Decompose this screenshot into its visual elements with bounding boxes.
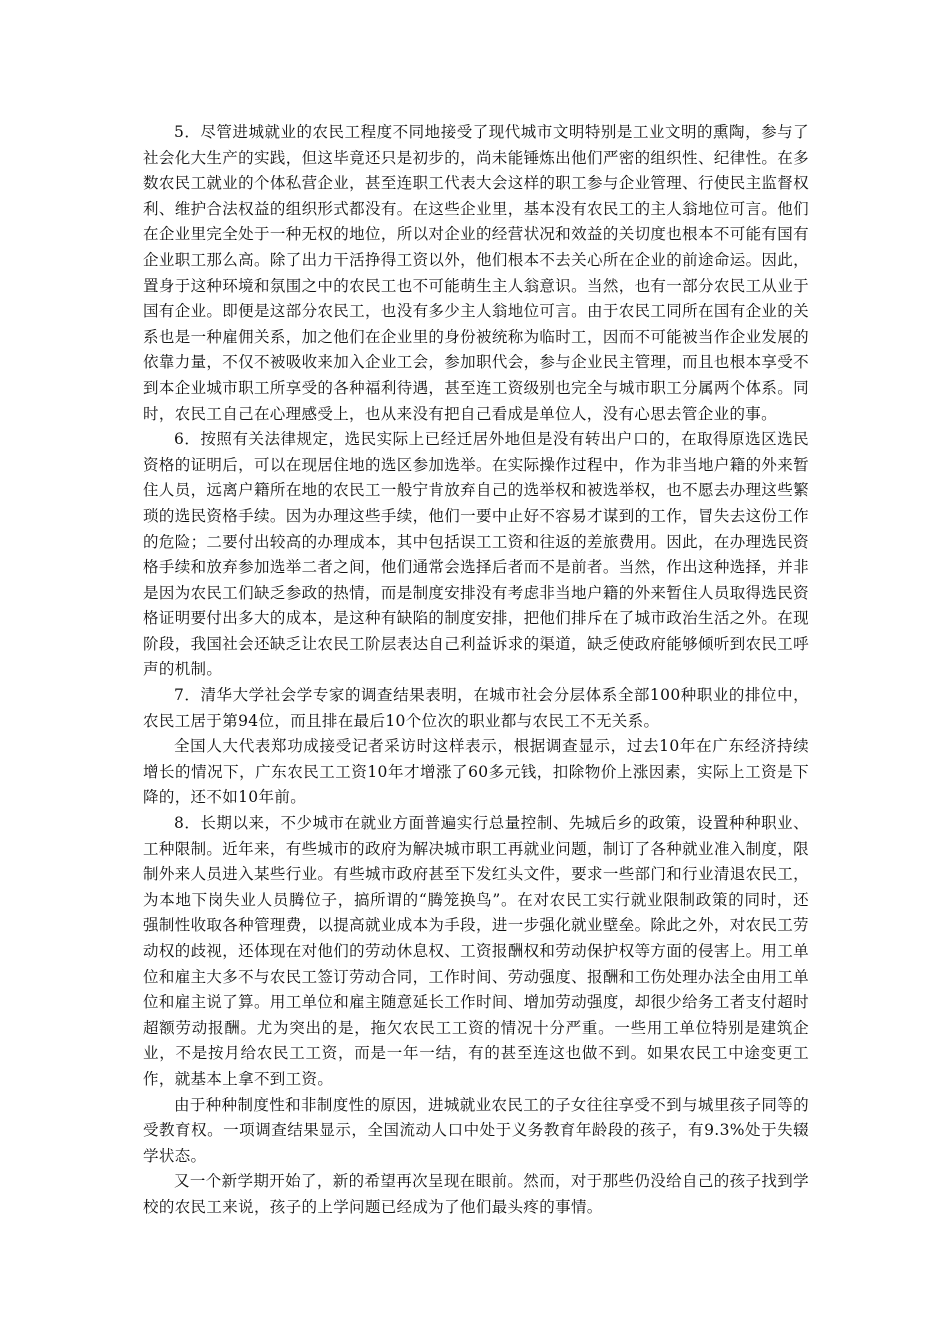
paragraph-new-semester: 又一个新学期开始了，新的希望再次呈现在眼前。然而，对于那些仍没给自己的孩子找到学校的农民工来说，孩子的上学问题已经成为了他们最头疼的事情。 [143,1172,809,1216]
paragraph-8: 8．长期以来，不少城市在就业方面普遍实行总量控制、先城后乡的政策，设置种种职业、工种限制。近年来，有些城市的政府为解决城市职工再就业问题，制订了各种就业准入制度，限制外来人员进入某些行业。有些城市政府甚至下发红头文件，要求一些部门和行业清退农民工，为本地下岗失业人员腾位子，搞所谓的“腾笼换鸟”。在对农民工实行就业限制政策的同时，还强制性收取各种管理费，以提高就业成本为手段，进一步强化就业壁垒。除此之外，对农民工劳动权的歧视，还体现在对他们的劳动休息权、工资报酬权和劳动保护权等方面的侵害上。用工单位和雇主大多不与农民工签订劳动合同，工作时间、劳动强度、报酬和工伤处理办法全由用工单位和雇主说了算。用工单位和雇主随意延长工作时间、增加劳动强度，却很少给务工者支付超时超额劳动报酬。尤为突出的是，拖欠农民工工资的情况十分严重。一些用工单位特别是建筑企业，不是按月给农民工工资，而是一年一结，有的甚至连这也做不到。如果农民工中途变更工作，就基本上拿不到工资。 [143,814,809,1088]
paragraph-5: 5．尽管进城就业的农民工程度不同地接受了现代城市文明特别是工业文明的熏陶，参与了社会化大生产的实践，但这毕竟还只是初步的，尚未能锤炼出他们严密的组织性、纪律性。在多数农民工就业的个体私营企业，甚至连职工代表大会这样的职工参与企业管理、行使民主监督权利、维护合法权益的组织形式都没有。在这些企业里，基本没有农民工的主人翁地位可言。他们在企业里完全处于一种无权的地位，所以对企业的经营状况和效益的关切度也根本不可能有国有企业职工那么高。除了出力干活挣得工资以外，他们根本不去关心所在企业的前途命运。因此，置身于这种环境和氛围之中的农民工也不可能萌生主人翁意识。当然，也有一部分农民工从业于国有企业。即便是这部分农民工，也没有多少主人翁地位可言。由于农民工同所在国有企业的关系也是一种雇佣关系，加之他们在企业里的身份被统称为临时工，因而不可能被当作企业发展的依靠力量，不仅不被吸收来加入企业工会，参加职代会，参与企业民主管理，而且也根本享受不到本企业城市职工所享受的各种福利待遇，甚至连工资级别也完全与城市职工分属两个体系。同时，农民工自己在心理感受上，也从来没有把自己看成是单位人，没有心思去管企业的事。 [143,123,809,423]
paragraph-6: 6．按照有关法律规定，选民实际上已经迁居外地但是没有转出户口的，在取得原选区选民资格的证明后，可以在现居住地的选区参加选举。在实际操作过程中，作为非当地户籍的外来暂住人员，远离户籍所在地的农民工一般宁肯放弃自己的选举权和被选举权，也不愿去办理这些繁琐的选民资格手续。因为办理这些手续，他们一要中止好不容易才谋到的工作，冒失去这份工作的危险；二要付出较高的办理成本，其中包括误工工资和往返的差旅费用。因此，在办理选民资格手续和放弃参加选举二者之间，他们通常会选择后者而不是前者。当然，作出这种选择，并非是因为农民工们缺乏参政的热情，而是制度安排没有考虑非当地户籍的外来暂住人员取得选民资格证明要付出多大的成本，是这种有缺陷的制度安排，把他们排斥在了城市政治生活之外。在现阶段，我国社会还缺乏让农民工阶层表达自己利益诉求的渠道，缺乏使政府能够倾听到农民工呼声的机制。 [143,430,809,679]
paragraph-education: 由于种种制度性和非制度性的原因，进城就业农民工的子女往往享受不到与城里孩子同等的受教育权。一项调查结果显示，全国流动人口中处于义务教育年龄段的孩子，有9.3%处于失辍学状态。 [143,1095,809,1165]
paragraph-quote-zheng: 全国人大代表郑功成接受记者采访时这样表示，根据调查显示，过去10年在广东经济持续增长的情况下，广东农民工工资10年才增涨了60多元钱，扣除物价上涨因素，实际上工资是下降的，还不如10年前。 [143,737,809,807]
document-body [143,120,809,1221]
paragraph-7: 7．清华大学社会学专家的调查结果表明，在城市社会分层体系全部100种职业的排位中，农民工居于第94位，而且排在最后10个位次的职业都与农民工不无关系。 [143,686,809,730]
